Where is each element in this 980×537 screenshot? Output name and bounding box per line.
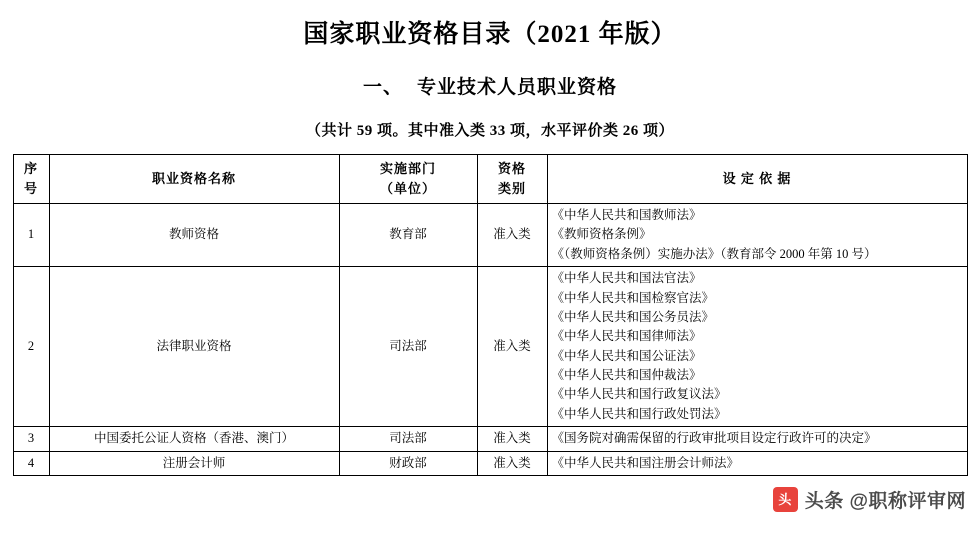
column-header-seq-line1: 序 (23, 160, 38, 176)
basis-line: 《中华人民共和国行政复议法》 (551, 387, 727, 402)
column-header-seq (13, 155, 49, 204)
cell-dept: 教育部 (339, 204, 477, 267)
cell-type: 准入类 (477, 427, 547, 451)
column-header-dept (339, 155, 477, 204)
table-row (13, 267, 967, 427)
cell-dept: 司法部 (339, 427, 477, 451)
cell-name: 教师资格 (49, 204, 339, 267)
section-title: 专业技术人员职业资格 (417, 77, 618, 98)
basis-line: 《中华人民共和国律师法》 (551, 329, 702, 344)
cell-name: 中国委托公证人资格（香港、澳门） (49, 427, 339, 451)
cell-seq: 4 (13, 451, 49, 475)
qualification-table (13, 154, 968, 476)
cell-type: 准入类 (477, 204, 547, 267)
cell-name: 注册会计师 (49, 451, 339, 475)
column-header-type-line1: 资格 (497, 160, 526, 176)
column-header-seq-line2: 号 (23, 181, 38, 196)
basis-line: 《中华人民共和国检察官法》 (551, 290, 715, 305)
cell-dept: 财政部 (339, 451, 477, 475)
cell-seq: 3 (13, 427, 49, 451)
basis-line: 《（教师资格条例）实施办法》（教育部令 2000 年第 10 号） (551, 246, 877, 261)
cell-basis (547, 451, 967, 475)
basis-line: 《中华人民共和国公务员法》 (551, 309, 715, 324)
basis-line: 《中华人民共和国公证法》 (551, 348, 702, 363)
basis-line: 《中华人民共和国法官法》 (551, 271, 702, 286)
basis-line: 《中华人民共和国仲裁法》 (551, 368, 702, 382)
section-note: （共计 59 项。其中准入类 33 项，水平评价类 26 项） (305, 123, 674, 139)
table-row (13, 451, 967, 475)
section-heading (0, 72, 980, 99)
table-row (13, 427, 967, 451)
basis-line: 《国务院对确需保留的行政审批项目设定行政许可的决定》 (551, 431, 877, 446)
column-header-dept-line1: 实施部门 (379, 160, 436, 176)
basis-line: 《教师资格条例》 (551, 227, 652, 242)
toutiao-logo-icon: 头条 (773, 487, 798, 512)
basis-line: 《中华人民共和国教师法》 (551, 208, 702, 222)
column-header-basis: 设 定 依 据 (547, 155, 967, 204)
column-header-name: 职业资格名称 (49, 155, 339, 204)
cell-seq: 1 (13, 204, 49, 267)
cell-name: 法律职业资格 (49, 267, 339, 427)
section-number: 一、 (362, 77, 403, 98)
basis-line: 《中华人民共和国行政处罚法》 (551, 406, 727, 421)
cell-basis (547, 267, 967, 427)
cell-type: 准入类 (477, 267, 547, 427)
basis-line: 《中华人民共和国注册会计师法》 (551, 455, 740, 470)
table-header-row (13, 155, 967, 204)
cell-type: 准入类 (477, 451, 547, 475)
cell-dept: 司法部 (339, 267, 477, 427)
cell-basis (547, 427, 967, 451)
cell-basis (547, 204, 967, 267)
cell-seq: 2 (13, 267, 49, 427)
page-title: 国家职业资格目录（2021 年版） (303, 21, 677, 48)
watermark (773, 486, 966, 532)
table-row (13, 204, 967, 267)
document-page (0, 14, 980, 532)
column-header-type-line2: 类别 (497, 181, 526, 196)
column-header-type (477, 155, 547, 204)
column-header-dept-line2: （单位） (379, 181, 436, 196)
watermark-text: 头条 @职称评审网 (804, 491, 966, 512)
